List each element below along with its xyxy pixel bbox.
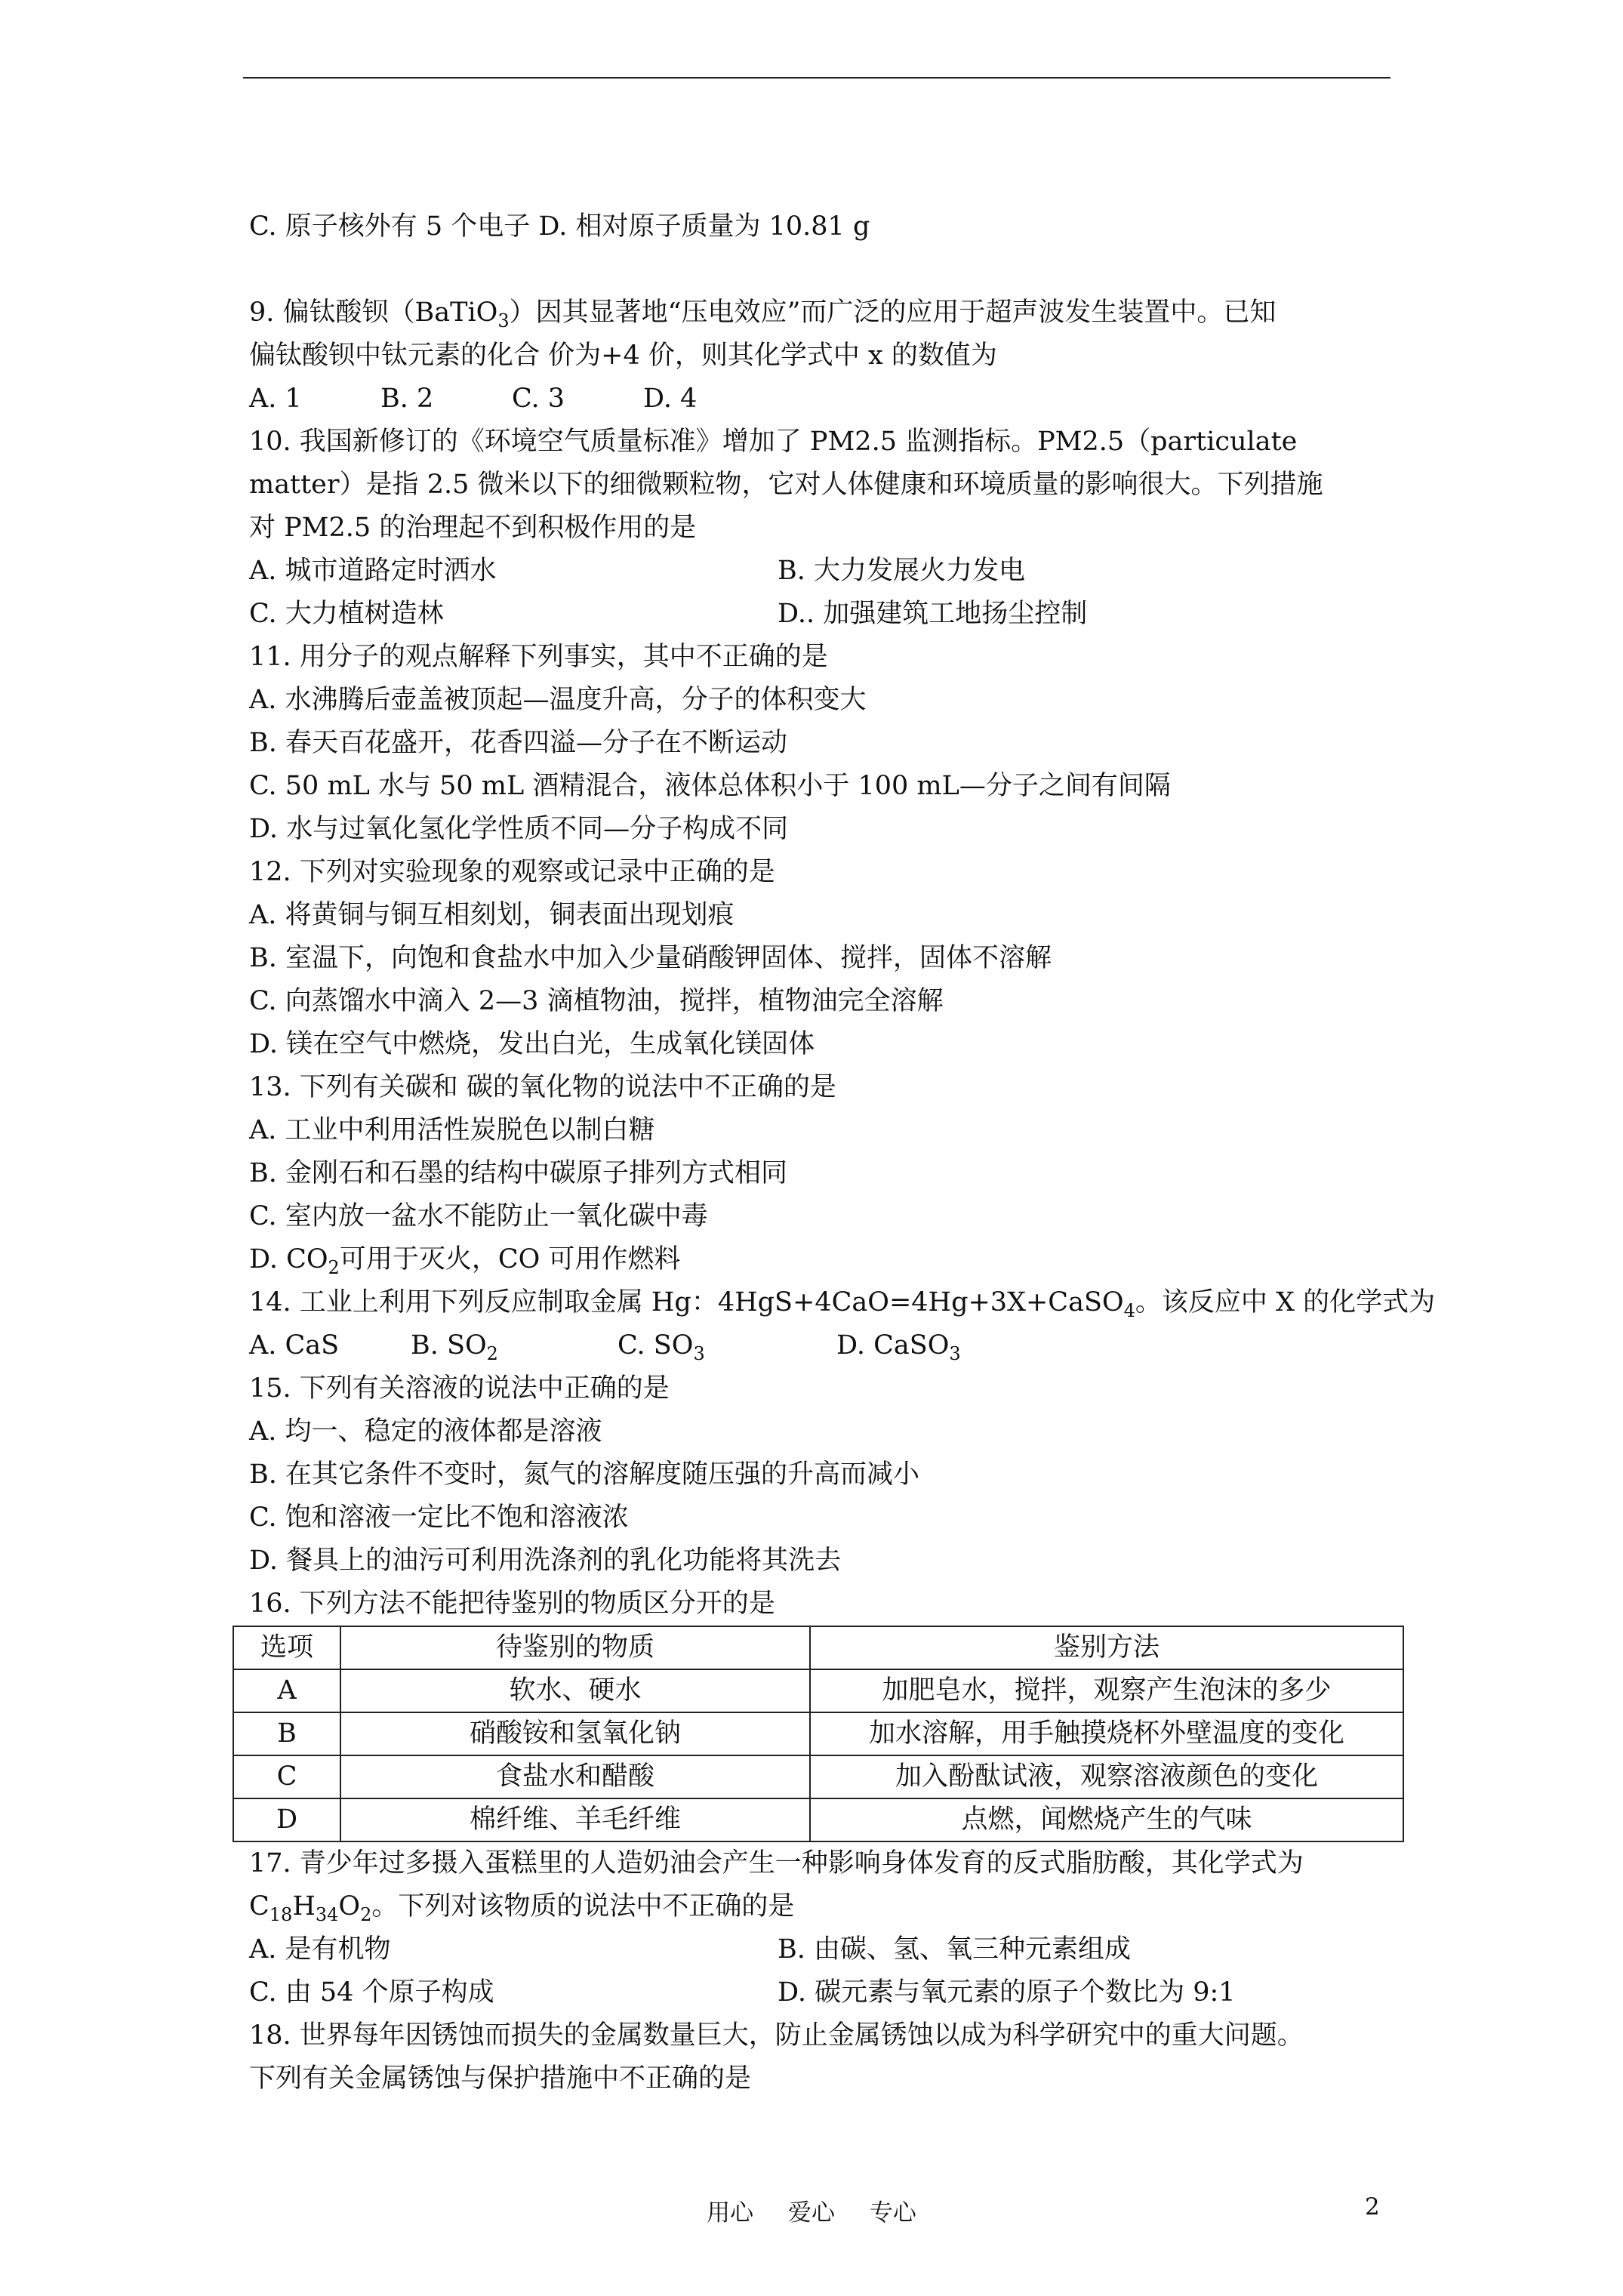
- table-header-cell: 鉴别方法: [810, 1626, 1403, 1669]
- option-c: C. 室内放一盆水不能防止一氧化碳中毒: [249, 1201, 708, 1231]
- option-d: D. $CO_2$可用于灭火，CO 可用作燃料: [249, 1244, 681, 1278]
- option-d: D. 镁在空气中燃烧，发出白光，生成氧化镁固体: [249, 1029, 815, 1059]
- table-header-row: [233, 1626, 1403, 1669]
- page-number: 2: [1365, 2193, 1380, 2220]
- question-13-stem: 13. 下列有关碳和 碳的氧化物的说法中不正确的是: [249, 1072, 836, 1102]
- question-8-options: C. 原子核外有 5 个电子 D. 相对原子质量为 10.81 g: [249, 211, 870, 242]
- footer-item: 爱心: [788, 2199, 835, 2227]
- option-a: A. 城市道路定时洒水: [249, 556, 497, 586]
- table-cell: B: [233, 1712, 340, 1755]
- table-cell: 加水溶解，用手触摸烧杯外壁温度的变化: [810, 1712, 1403, 1755]
- option-d: D. 4: [643, 384, 698, 414]
- table-cell: 硝酸铵和氢氧化钠: [340, 1712, 810, 1755]
- option-a: A. 水沸腾后壶盖被顶起—温度升高，分子的体积变大: [249, 685, 867, 715]
- option-a: A. 将黄铜与铜互相刻划，铜表面出现划痕: [249, 900, 735, 930]
- question-11-stem: 11. 用分子的观点解释下列事实，其中不正确的是: [249, 642, 828, 672]
- option-c: C. 50 mL 水与 50 mL 酒精混合，液体总体积小于 100 mL—分子之间有间隔: [249, 771, 1171, 801]
- option-a: A. 工业中利用活性炭脱色以制白糖: [249, 1115, 655, 1145]
- option-c: C. 向蒸馏水中滴入 2—3 滴植物油，搅拌，植物油完全溶解: [249, 986, 944, 1016]
- question-10-stem-end: 对 PM2.5 的治理起不到积极作用的是: [249, 513, 697, 543]
- option-b: B. 由碳、氢、氧三种元素组成: [778, 1934, 1131, 1965]
- option-a: A. 均一、稳定的液体都是溶液: [249, 1416, 602, 1447]
- question-9-stem: 9. 偏钛酸钡（BaTiO$_3$）因其显著地“压电效应”而广泛的应用于超声波发生装置中。已知: [249, 297, 1277, 331]
- table-cell: A: [233, 1669, 340, 1712]
- option-b: B. 金刚石和石墨的结构中碳原子排列方式相同: [249, 1158, 787, 1188]
- question-10-stem-cont: matter）是指 2.5 微米以下的细微颗粒物，它对人体健康和环境质量的影响很大。下列措施: [249, 470, 1323, 500]
- question-17-formula-line: $C_{18}H_{34}O_2$。下列对该物质的说法中不正确的是: [249, 1891, 795, 1925]
- footer-item: 专心: [869, 2199, 916, 2227]
- option-b: B. 室温下，向饱和食盐水中加入少量硝酸钾固体、搅拌，固体不溶解: [249, 943, 1052, 973]
- option-c: C. 由 54 个原子构成: [249, 1977, 494, 2008]
- question-15-stem: 15. 下列有关溶液的说法中正确的是: [249, 1373, 670, 1404]
- option-c: C. 饱和溶液一定比不饱和溶液浓: [249, 1502, 629, 1533]
- question-14-options: [249, 1324, 1397, 1367]
- table-cell: 加入酚酞试液，观察溶液颜色的变化: [810, 1755, 1403, 1798]
- table-cell: 棉纤维、羊毛纤维: [340, 1798, 810, 1841]
- option-a: A. 是有机物: [249, 1934, 391, 1965]
- question-16-stem: 16. 下列方法不能把待鉴别的物质区分开的是: [249, 1589, 775, 1619]
- option-b: B. 在其它条件不变时，氮气的溶解度随压强的升高而减小: [249, 1459, 919, 1490]
- question-17-options-cd: [249, 1971, 1397, 2014]
- option-b: B. 2: [380, 384, 434, 414]
- question-17-stem: 17. 青少年过多摄入蛋糕里的人造奶油会产生一种影响身体发育的反式脂肪酸，其化学式为: [249, 1848, 1304, 1878]
- question-10-stem: 10. 我国新修订的《环境空气质量标准》增加了 PM2.5 监测指标。PM2.5（particulate: [249, 427, 1298, 457]
- question-17-options-ab: [249, 1928, 1397, 1971]
- question-9-options: [249, 378, 1397, 421]
- option-d: D.. 加强建筑工地扬尘控制: [778, 599, 1088, 629]
- table-header-cell: 选项: [233, 1626, 340, 1669]
- table-row: [233, 1798, 1403, 1841]
- table-cell: 软水、硬水: [340, 1669, 810, 1712]
- table-cell: D: [233, 1798, 340, 1841]
- header-rule: [243, 77, 1390, 79]
- option-d: D. 碳元素与氧元素的原子个数比为 9:1: [778, 1977, 1236, 2008]
- question-10-options-ab: [249, 550, 1397, 593]
- table-row: [233, 1712, 1403, 1755]
- question-10-options-cd: [249, 593, 1397, 636]
- table-cell: C: [233, 1755, 340, 1798]
- question-18-stem-cont: 下列有关金属锈蚀与保护措施中不正确的是: [249, 2063, 752, 2094]
- page-content: [249, 205, 1436, 2100]
- option-d: D. CaSO$_3$: [836, 1330, 961, 1364]
- table-header-cell: 待鉴别的物质: [340, 1626, 810, 1669]
- table-cell: 食盐水和醋酸: [340, 1755, 810, 1798]
- option-a: A. CaS: [249, 1330, 340, 1361]
- question-16-table: [233, 1626, 1404, 1842]
- option-b: B. 春天百花盛开，花香四溢—分子在不断运动: [249, 728, 787, 758]
- table-row: [233, 1755, 1403, 1798]
- option-c: C. 大力植树造林: [249, 599, 444, 629]
- option-b: B. 大力发展火力发电: [778, 556, 1025, 586]
- option-d: D. 水与过氧化氢化学性质不同—分子构成不同: [249, 814, 789, 844]
- question-12-stem: 12. 下列对实验现象的观察或记录中正确的是: [249, 857, 775, 887]
- question-9-stem-cont: 偏钛酸钡中钛元素的化合 价为+4 价，则其化学式中 x 的数值为: [249, 341, 997, 371]
- option-a: A. 1: [249, 384, 302, 414]
- table-cell: 点燃，闻燃烧产生的气味: [810, 1798, 1403, 1841]
- question-18-stem: 18. 世界每年因锈蚀而损失的金属数量巨大，防止金属锈蚀以成为科学研究中的重大问题。: [249, 2020, 1304, 2051]
- table-cell: 加肥皂水，搅拌，观察产生泡沫的多少: [810, 1669, 1403, 1712]
- option-c: C. $SO_3$: [617, 1330, 705, 1364]
- option-b: B. $SO_2$: [411, 1330, 498, 1364]
- footer-item: 用心: [707, 2199, 754, 2227]
- table-row: [233, 1669, 1403, 1712]
- question-14-stem: 14. 工业上利用下列反应制取金属 Hg：4HgS+4CaO=4Hg+3X+CaSO$_4$。该反应中 X 的化学式为: [249, 1287, 1436, 1321]
- option-d: D. 餐具上的油污可利用洗涤剂的乳化功能将其洗去: [249, 1546, 842, 1576]
- option-c: C. 3: [512, 384, 565, 414]
